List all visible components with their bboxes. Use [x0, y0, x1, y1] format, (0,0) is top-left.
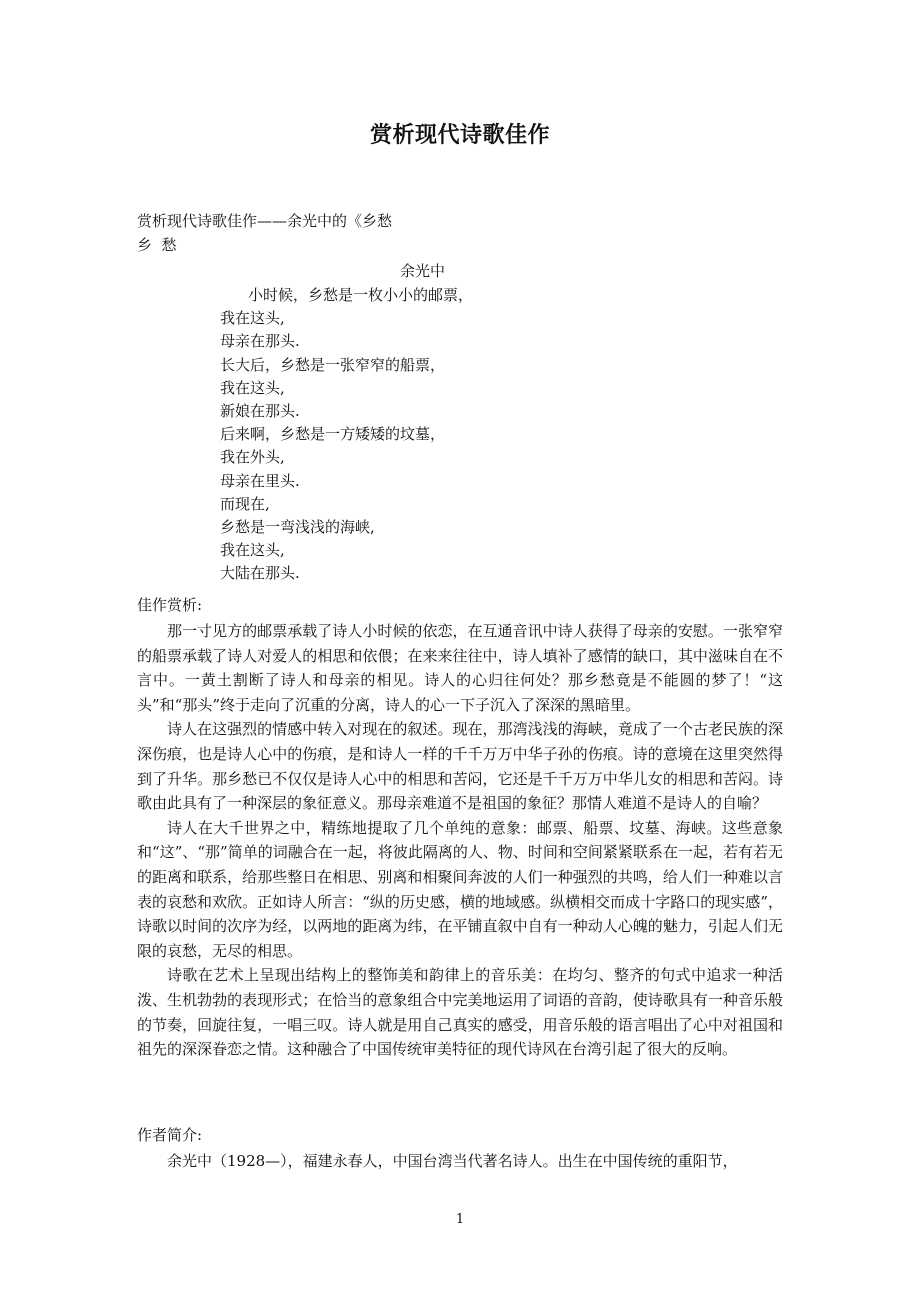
page-number: 1 — [455, 1212, 465, 1227]
poem-line: 大陆在那头. — [220, 564, 300, 583]
poem-line: 小时候，乡愁是一枚小小的邮票， — [248, 286, 474, 304]
poem-line: 而现在, — [220, 494, 270, 513]
paragraph: 诗人在这强烈的情感中转入对现在的叙述。现在，那湾浅浅的海峡，竟成了一个古老民族的深深伤痕，也是诗人心中的伤痕，是和诗人一样的千千万万中华子孙的伤痕。诗的意境在这里突然得到了升华。那乡愁已不仅仅是诗人心中的相思和苦闷，它还是千千万万中华儿女的相思和苦闷。诗歌由此具有了一种深层的象征意义。那母亲难道不是祖国的象征？那情人难道不是诗人的自喻？ — [137, 720, 783, 813]
poem-line: 母亲在里头. — [220, 471, 300, 490]
author-label: 作者简介: — [137, 1126, 203, 1144]
paragraph: 那一寸见方的邮票承载了诗人小时候的依恋，在互通音讯中诗人获得了母亲的安慰。一张窄窄的船票承载了诗人对爱人的相思和依偎；在来来往往中，诗人填补了感情的缺口，其中滋味自在不言中。一黄土割断了诗人和母亲的相见。诗人的心归往何处？那乡愁竟是不能圆的梦了！“这头”和“那头”终于走向了沉重的分离，诗人的心一下子沉入了深深的黑暗里。 — [137, 622, 783, 714]
poem-author: 余光中 — [399, 262, 445, 280]
paragraph: 诗人在大千世界之中，精练地提取了几个单纯的意象：邮票、船票、坟墓、海峡。这些意象和“这”、“那”简单的词融合在一起，将彼此隔离的人、物、时间和空间紧紧联系在一起，若有若无的距离和联系，给那些整日在相思、别离和相聚间奔波的人们一种强烈的共鸣，给人们一种难以言表的哀愁和欢欣。正如诗人所言：“纵的历史感，横的地域感。纵横相交而成十字路口的现实感”，诗歌以时间的次序为经，以两地的距离为纬，在平铺直叙中自有一种动人心魄的魅力，引起人们无限的哀愁，无尽的相思。 — [137, 818, 783, 960]
poem-line: 我在这头, — [220, 378, 285, 397]
poem-line: 母亲在那头. — [220, 332, 300, 351]
paragraph: 余光中（1928—），福建永春人，中国台湾当代著名诗人。出生在中国传统的重阳节， — [167, 1152, 738, 1170]
poem-line: 我在这头, — [220, 541, 285, 560]
appreciation-label: 佳作赏析: — [137, 596, 203, 614]
poem-line: 长大后，乡愁是一张窄窄的船票， — [220, 355, 446, 374]
author-text — [137, 1149, 783, 1174]
poem-body — [220, 284, 473, 586]
page-title: 赏析现代诗歌佳作 — [369, 123, 550, 148]
poem-line: 乡愁是一弯浅浅的海峡, — [220, 518, 375, 537]
appreciation-text — [137, 619, 783, 1062]
poem-line: 新娘在那头. — [220, 402, 300, 421]
poem-title: 乡 愁 — [137, 236, 177, 254]
poem-line: 我在外头, — [220, 448, 285, 467]
article-subtitle: 赏析现代诗歌佳作——余光中的《乡愁 — [137, 212, 393, 230]
poem-line: 后来啊，乡愁是一方矮矮的坟墓， — [220, 425, 446, 444]
paragraph: 诗歌在艺术上呈现出结构上的整饰美和韵律上的音乐美：在均匀、整齐的句式中追求一种活泼、生机勃勃的表现形式；在恰当的意象组合中完美地运用了词语的音韵，使诗歌具有一种音乐般的节奏，回旋往复，一唱三叹。诗人就是用自己真实的感受，用音乐般的语言唱出了心中对祖国和祖先的深深眷恋之情。这种融合了中国传统审美特征的现代诗风在台湾引起了很大的反响。 — [137, 966, 783, 1059]
poem-line: 我在这头, — [220, 309, 285, 328]
